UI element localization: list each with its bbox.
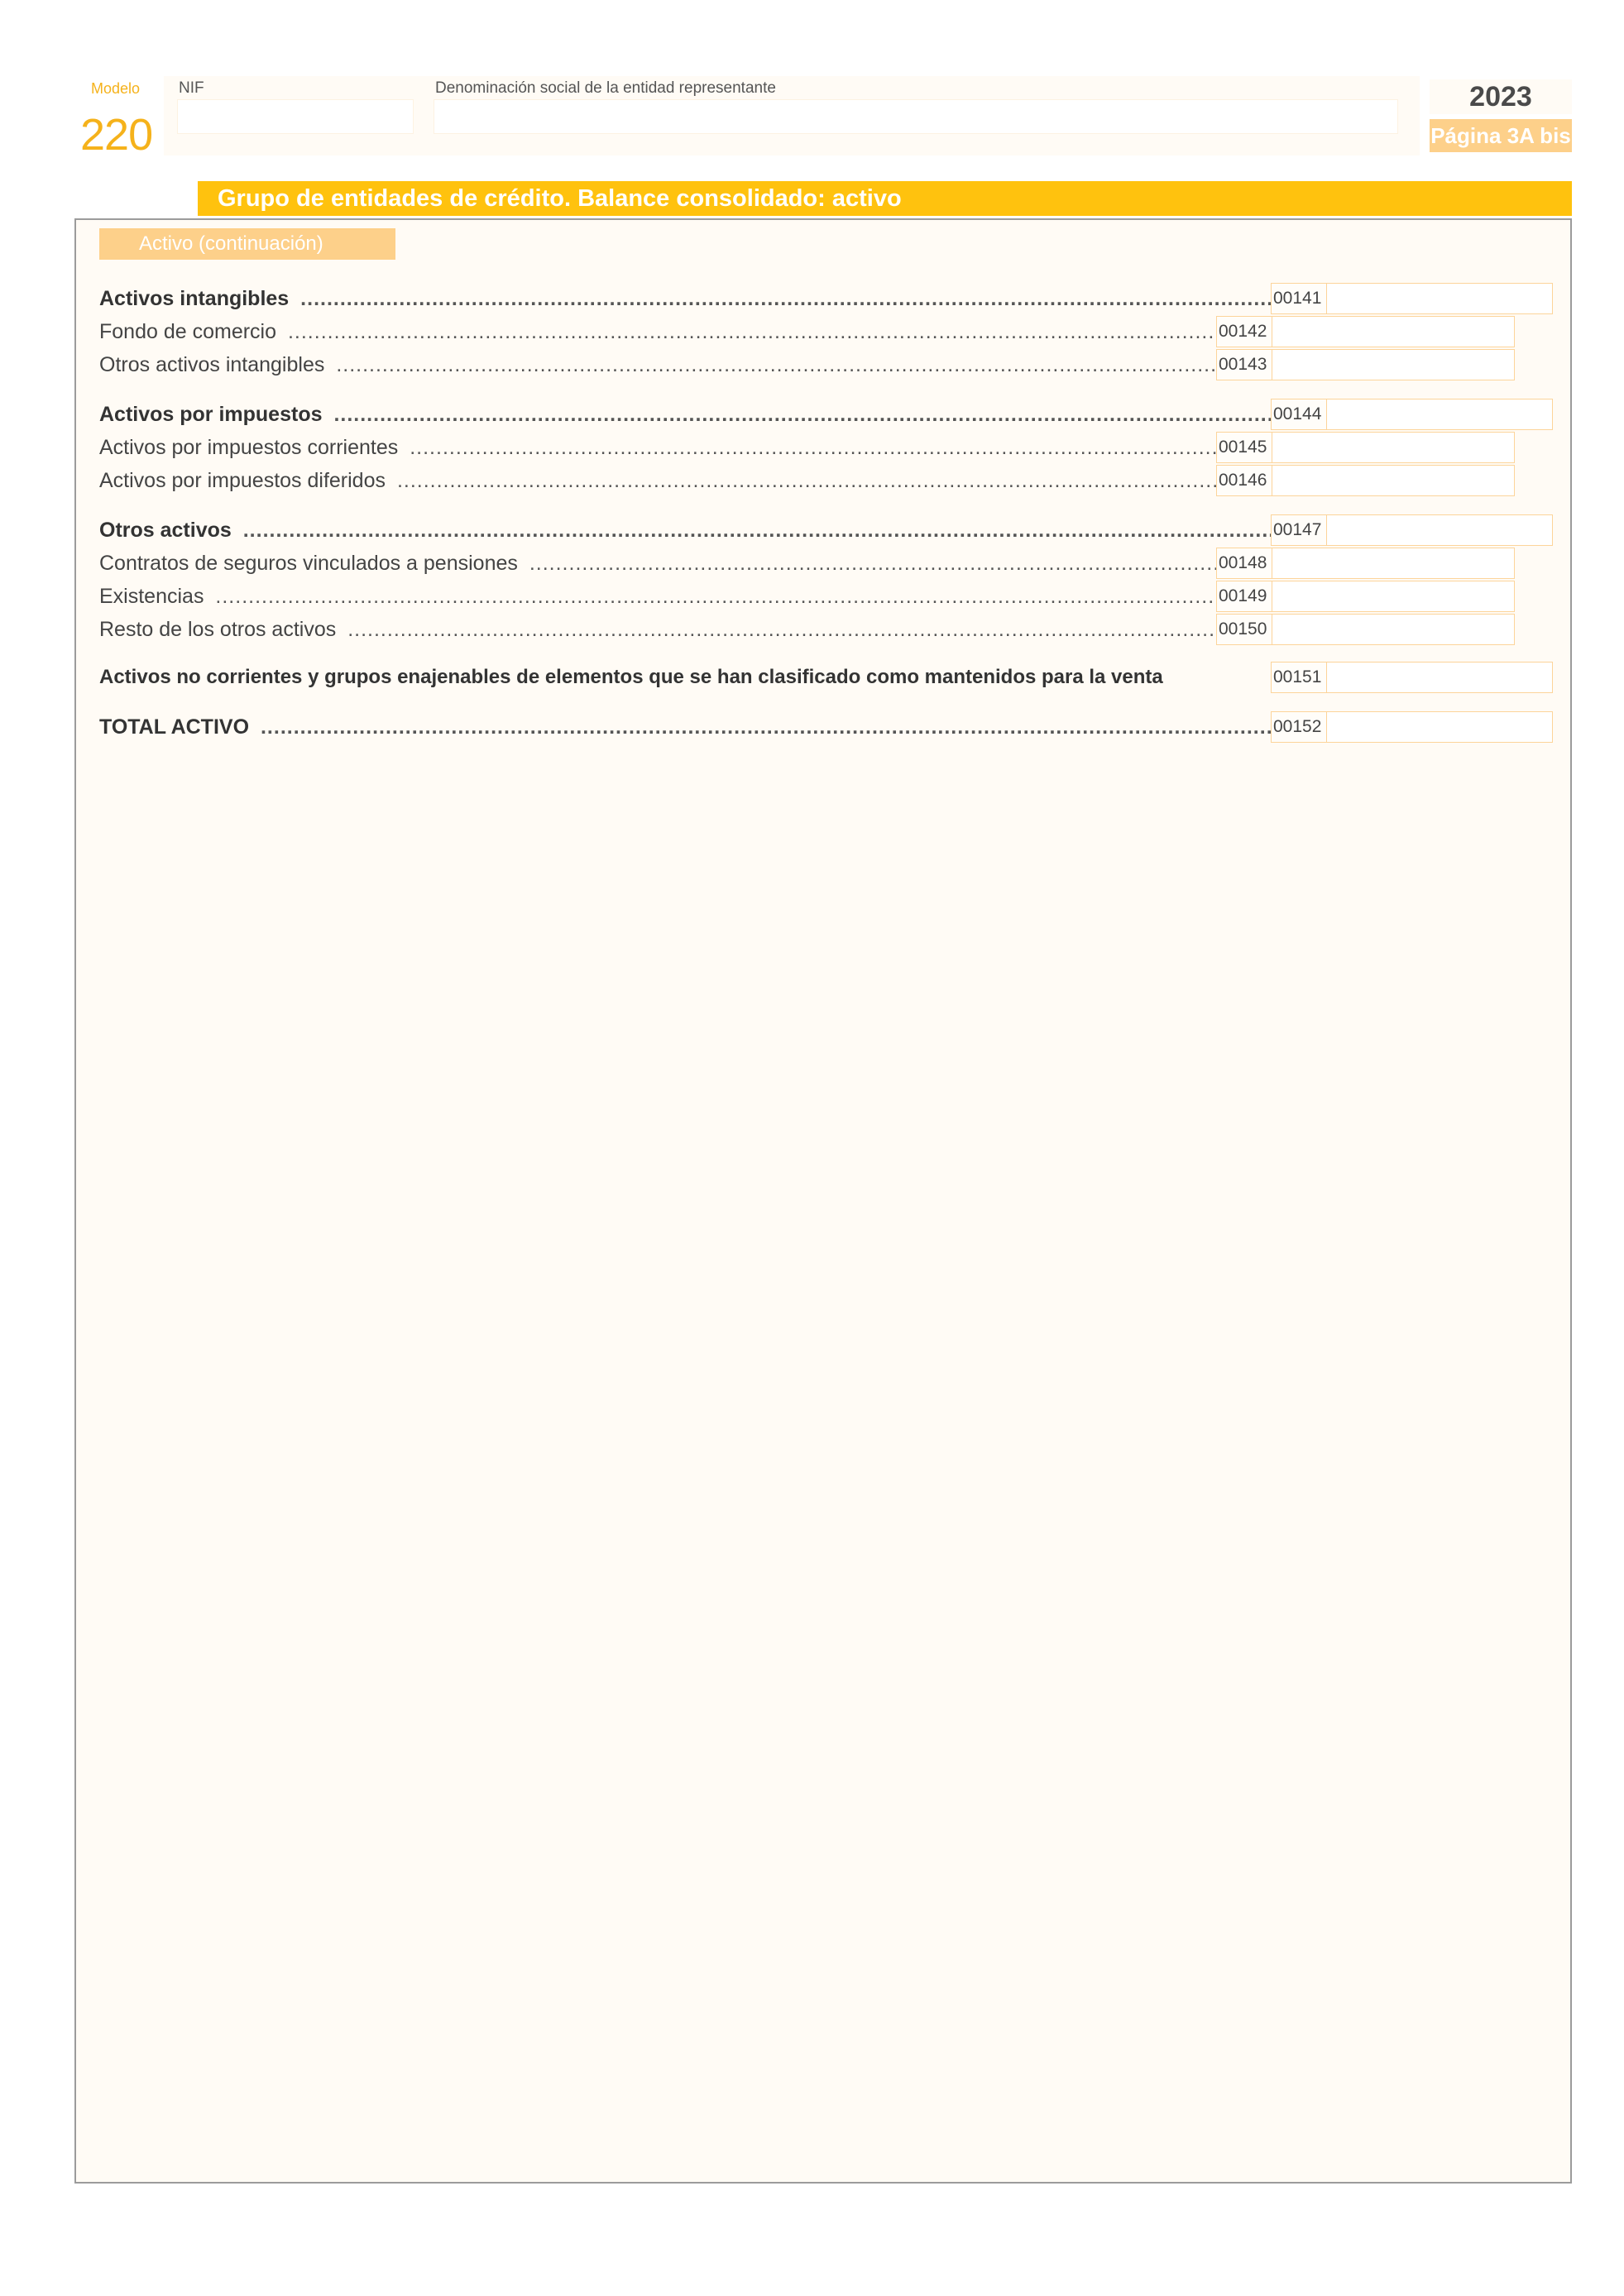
code-box: 00145 <box>1216 432 1272 463</box>
row-activos-por-impuestos <box>99 399 1319 430</box>
nif-label: NIF <box>179 79 204 97</box>
row-label: Otros activos <box>99 518 232 542</box>
code-box: 00149 <box>1216 581 1272 612</box>
amount-field[interactable] <box>1272 432 1515 463</box>
denominacion-label: Denominación social de la entidad representante <box>435 79 776 97</box>
code-box: 00143 <box>1216 349 1272 380</box>
code-box: 00148 <box>1216 548 1272 579</box>
row-activos-intangibles <box>99 283 1319 314</box>
amount-field[interactable] <box>1272 614 1515 645</box>
code-box: 00152 <box>1271 711 1327 743</box>
denominacion-input[interactable] <box>434 99 1398 134</box>
row-label: Activos por impuestos diferidos <box>99 468 386 492</box>
row-label: Activos por impuestos corrientes <box>99 435 399 459</box>
row-fondo-comercio <box>99 316 1264 347</box>
row-leader <box>329 353 1264 377</box>
row-leader <box>390 469 1264 493</box>
amount-field[interactable] <box>1272 465 1515 496</box>
row-label: Activos intangibles <box>99 286 290 310</box>
code-box: 00144 <box>1271 399 1327 430</box>
amount-field[interactable] <box>1326 514 1553 546</box>
amount-field[interactable] <box>1272 316 1515 347</box>
row-leader <box>403 436 1264 460</box>
nif-input[interactable] <box>177 99 414 134</box>
row-leader <box>341 618 1264 642</box>
row-label: Otros activos intangibles <box>99 352 325 376</box>
header-band <box>164 76 1420 155</box>
row-contratos-seguros <box>99 548 1264 579</box>
row-label: Fondo de comercio <box>99 319 277 343</box>
row-leader <box>208 585 1264 609</box>
row-label: TOTAL ACTIVO <box>99 715 250 739</box>
amount-field[interactable] <box>1326 283 1553 314</box>
row-label: Resto de los otros activos <box>99 617 337 641</box>
modelo-label: Modelo <box>91 80 141 97</box>
amount-field[interactable] <box>1326 662 1553 693</box>
row-leader <box>237 519 1319 543</box>
section-tab: Activo (continuación) <box>99 228 395 260</box>
modelo-number: 220 <box>80 110 153 160</box>
balance-panel <box>74 218 1572 2184</box>
row-leader <box>254 715 1319 739</box>
row-impuestos-diferidos <box>99 465 1264 496</box>
row-activos-no-corrientes-venta <box>99 662 1258 693</box>
code-box: 00147 <box>1271 514 1327 546</box>
code-box: 00151 <box>1271 662 1327 693</box>
row-leader <box>294 287 1319 311</box>
row-label: Contratos de seguros vinculados a pensiones <box>99 551 518 575</box>
row-resto-otros-activos <box>99 614 1264 645</box>
year-label: 2023 <box>1430 79 1572 114</box>
code-box: 00146 <box>1216 465 1272 496</box>
row-leader <box>523 552 1264 576</box>
amount-field[interactable] <box>1272 349 1515 380</box>
row-label: Existencias <box>99 584 204 608</box>
amount-field[interactable] <box>1272 581 1515 612</box>
row-impuestos-corrientes <box>99 432 1264 463</box>
code-box: 00150 <box>1216 614 1272 645</box>
page-label: Página 3A bis <box>1430 119 1572 152</box>
page-title: Grupo de entidades de crédito. Balance consolidado: activo <box>198 181 1572 216</box>
code-box: 00142 <box>1216 316 1272 347</box>
row-label: Activos por impuestos <box>99 402 323 426</box>
row-total-activo <box>99 711 1319 743</box>
row-leader <box>281 320 1264 344</box>
row-label: Activos no corrientes y grupos enajenables de elementos que se han clasificado como mantenidos para la venta <box>99 666 1163 688</box>
amount-field[interactable] <box>1272 548 1515 579</box>
row-leader <box>328 403 1320 427</box>
row-otros-activos <box>99 514 1319 546</box>
row-existencias <box>99 581 1264 612</box>
row-otros-activos-intangibles <box>99 349 1264 380</box>
amount-field[interactable] <box>1326 399 1553 430</box>
amount-field[interactable] <box>1326 711 1553 743</box>
code-box: 00141 <box>1271 283 1327 314</box>
